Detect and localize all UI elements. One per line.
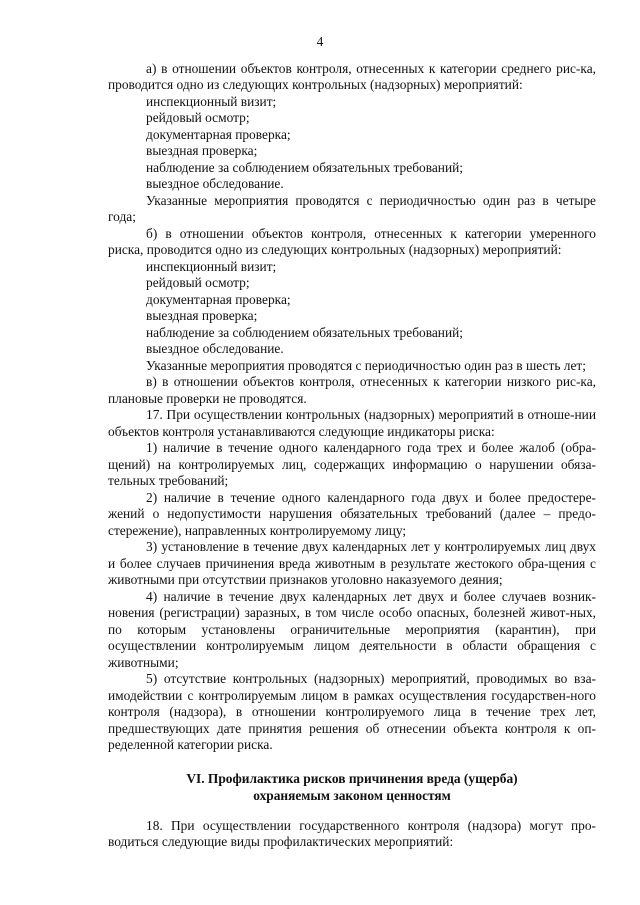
section-b-note: Указанные мероприятия проводятся с периодичностью один раз в шесть лет; [146, 357, 586, 373]
section-b-intro: б) в отношении объектов контроля, отнесенных к категории умеренного риска, проводится одно из следующих контрольных (надзорных) мероприятий: [108, 225, 596, 257]
risk-indicator-item: 1) наличие в течение одного календарного года трех и более жалоб (обра-щений) на контролируемых лиц, содержащих информацию о нарушении обяза-тельных требований; [108, 440, 596, 488]
list-item: документарная проверка; [146, 291, 291, 307]
page-number: 4 [316, 34, 324, 49]
list-item: выездная проверка; [146, 308, 258, 323]
list-item: выездная проверка; [146, 143, 258, 158]
list-item: инспекционный визит; [146, 258, 277, 274]
paragraph-17-intro: 17. При осуществлении контрольных (надзорных) мероприятий в отноше-нии объектов контроля устанавливаются следующие индикаторы риска: [108, 407, 596, 439]
section-heading-line1: VI. Профилактика рисков причинения вреда (ущерба) [186, 770, 518, 786]
section-heading-line2: охраняемым законом ценностям [253, 787, 451, 803]
risk-indicator-item: 5) отсутствие контрольных (надзорных) мероприятий, проводимых во вза-имодействии с контролируемым лицом в рамках осуществления государствен-ного контроля (надзора), в отношении контролируемого лица в течение трех лет, предшествующих дате принятия решения об отнесении объекта контроля к оп-ределенной категории риска. [108, 671, 596, 752]
section-v: в) в отношении объектов контроля, отнесенных к категории низкого рис-ка, плановые проверки не проводятся. [108, 374, 596, 406]
risk-indicator-item: 3) установление в течение двух календарных лет у контролируемых лиц двух и более случаев причинения вреда животным в результате жестокого обра-щения с животными при отсутствии признаков уголовно наказуемого деяния; [108, 539, 596, 587]
section-a-note: Указанные мероприятия проводятся с периодичностью один раз в четыре года; [108, 192, 596, 224]
list-item: выездное обследование. [146, 176, 284, 191]
section-a [108, 61, 596, 226]
list-item: наблюдение за соблюдением обязательных требований; [146, 159, 464, 175]
list-item: выездное обследование. [146, 341, 284, 356]
list-item: документарная проверка; [146, 126, 291, 142]
list-item: наблюдение за соблюдением обязательных требований; [146, 324, 464, 340]
section-a-intro: а) в отношении объектов контроля, отнесенных к категории среднего рис-ка, проводится одно из следующих контрольных (надзорных) мероприятий: [108, 60, 596, 92]
section-heading [108, 770, 596, 804]
list-item: инспекционный визит; [146, 93, 277, 109]
section-b [108, 226, 596, 375]
risk-indicator-item: 2) наличие в течение одного календарного года двух и более предостере-жений о недопустимости нарушения обязательных требований (далее – предо-стережение), направленных контролируемому лицу; [108, 489, 596, 538]
paragraph-17 [108, 407, 596, 754]
paragraph-18: 18. При осуществлении государственного контроля (надзора) могут про-водиться следующие виды профилактических мероприятий: [108, 817, 596, 849]
risk-indicator-item: 4) наличие в течение двух календарных лет двух и более случаев возник-новения (регистрации) заразных, в том числе особо опасных, болезней живот-ных, по которым установлены ограничительные мероприятия (карантин), при осуществлении контролируемым лицом деятельности в области обращения с животными; [108, 588, 596, 670]
list-item: рейдовый осмотр; [146, 110, 250, 125]
list-item: рейдовый осмотр; [146, 275, 250, 290]
